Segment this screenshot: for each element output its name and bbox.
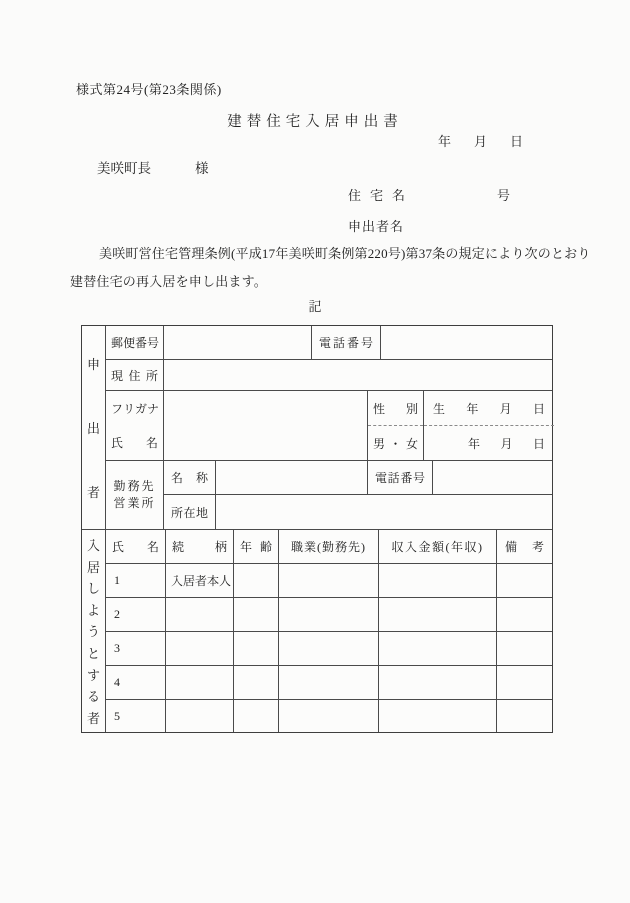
member-note-cell — [497, 598, 552, 631]
current-address-row — [106, 360, 552, 391]
current-address-value-cell — [164, 360, 552, 390]
member-income-cell — [379, 632, 497, 665]
member-income-cell — [379, 564, 497, 597]
body-line-2: 建替住宅の再入居を申し出ます。 — [70, 274, 267, 289]
workplace-address-row — [164, 495, 552, 529]
workplace-rows — [106, 461, 552, 529]
furigana-label: フ リ ガ ナ — [111, 401, 160, 416]
gender-label: 性 別 — [373, 401, 418, 416]
member-income-cell — [379, 598, 497, 631]
member-row-2 — [106, 598, 552, 632]
member-job-cell — [279, 564, 379, 597]
list-marker: 記 — [308, 299, 322, 314]
workplace-address-value-cell — [216, 495, 552, 529]
document-title: 建替住宅入居申出書 — [227, 114, 403, 130]
member-note-cell — [497, 564, 552, 597]
name-value-cell — [164, 391, 368, 460]
gender-options: 男 ・ 女 — [368, 425, 423, 460]
workplace-name-value-cell — [216, 461, 368, 494]
member-age-cell — [234, 632, 279, 665]
application-table — [81, 325, 553, 733]
birthdate-sub-label: 年 月 日 — [424, 425, 554, 460]
addressee-honorific: 様 — [195, 161, 209, 176]
column-header-age: 年 齢 — [234, 530, 279, 563]
birthdate-cell — [424, 391, 554, 460]
member-job-cell — [279, 666, 379, 699]
name-gender-birth-row — [106, 391, 552, 461]
postal-code-label: 郵 便 番 号 — [106, 326, 164, 359]
body-line-1: 美咲町営住宅管理条例(平成17年美咲町条例第220号)第37条の規定により次のとおり — [99, 246, 591, 261]
member-age-cell — [234, 700, 279, 732]
household-section — [82, 529, 552, 732]
column-header-income: 収入金額(年収) — [379, 530, 497, 563]
member-note-cell — [497, 666, 552, 699]
member-age-cell — [234, 564, 279, 597]
workplace-name-row — [164, 461, 552, 495]
phone-value-cell — [381, 326, 552, 359]
member-job-cell — [279, 598, 379, 631]
workplace-label-line1: 勤務先 — [113, 479, 156, 493]
workplace-phone-value-cell — [433, 461, 552, 494]
phone-label: 電 話 番 号 — [312, 326, 381, 359]
member-job-cell — [279, 700, 379, 732]
member-name-cell: 4 — [106, 666, 166, 699]
postal-phone-row — [106, 326, 552, 360]
form-number: 様式第24号(第23条関係) — [76, 82, 222, 97]
member-relation-cell — [166, 598, 234, 631]
furigana-name-label — [106, 391, 164, 460]
name-label: 氏 名 — [111, 436, 158, 451]
member-name-cell: 3 — [106, 632, 166, 665]
housing-number-suffix: 号 — [497, 188, 511, 203]
member-name-cell: 2 — [106, 598, 166, 631]
member-relation-cell — [166, 632, 234, 665]
column-header-job: 職業(勤務先) — [279, 530, 379, 563]
member-note-cell — [497, 700, 552, 732]
current-address-label: 現 住 所 — [106, 360, 164, 390]
member-name-cell: 5 — [106, 700, 166, 732]
housing-name-label: 住 宅 名 — [348, 188, 405, 203]
workplace-name-label: 名 称 — [164, 461, 216, 494]
addressee-name: 美咲町長 — [97, 161, 151, 176]
gender-cell — [368, 391, 424, 460]
date-line: 年 月 日 — [438, 134, 523, 149]
applicant-side-label: 申 出 者 — [82, 326, 106, 529]
member-job-cell — [279, 632, 379, 665]
member-note-cell — [497, 632, 552, 665]
birthdate-label: 生 年 月 日 — [433, 401, 545, 416]
column-header-relation: 続 柄 — [166, 530, 234, 563]
member-row-3 — [106, 632, 552, 666]
addressee-line — [97, 157, 209, 177]
member-row-5 — [106, 700, 552, 732]
member-name-cell: 1 — [106, 564, 166, 597]
member-age-cell — [234, 598, 279, 631]
workplace-address-label: 所 在 地 — [164, 495, 216, 529]
workplace-label-line2: 営業所 — [113, 496, 156, 510]
member-row-1 — [106, 564, 552, 598]
household-side-label: 入 居 し よ う と す る 者 — [82, 530, 106, 732]
member-income-cell — [379, 666, 497, 699]
member-age-cell — [234, 666, 279, 699]
column-header-name: 氏 名 — [106, 530, 166, 563]
member-row-4 — [106, 666, 552, 700]
workplace-label — [106, 461, 164, 529]
workplace-phone-label: 電 話 番 号 — [368, 461, 433, 494]
member-relation-cell — [166, 666, 234, 699]
household-header-row — [106, 530, 552, 564]
member-relation-cell — [166, 700, 234, 732]
member-relation-cell: 入居者本人 — [166, 564, 234, 597]
body-paragraph — [70, 240, 591, 296]
member-income-cell — [379, 700, 497, 732]
applicant-name-label: 申出者名 — [348, 219, 405, 234]
column-header-note: 備 考 — [505, 540, 544, 554]
applicant-section — [82, 326, 552, 529]
postal-code-value-cell — [164, 326, 312, 359]
